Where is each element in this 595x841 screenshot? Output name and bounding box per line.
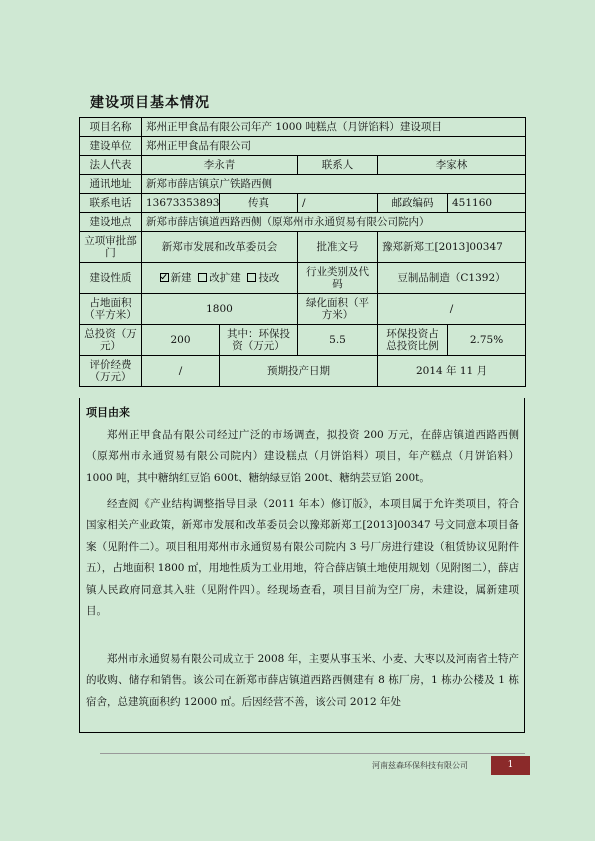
value-project-name: 郑州正甲食品有限公司年产 1000 吨糕点（月饼馅料）建设项目 <box>142 118 526 137</box>
label-location: 建设地点 <box>80 213 142 232</box>
label-nature: 建设性质 <box>80 263 142 294</box>
row-legal <box>80 156 526 175</box>
value-unit: 郑州正甲食品有限公司 <box>142 137 526 156</box>
value-invest: 200 <box>142 325 220 356</box>
label-contact: 联系人 <box>298 156 378 175</box>
row-nature <box>80 263 526 294</box>
label-doc: 批准文号 <box>298 232 378 263</box>
label-industry: 行业类别及代码 <box>298 263 378 294</box>
label-zip: 邮政编码 <box>378 194 448 213</box>
value-phone: 13673353893 <box>142 194 220 213</box>
value-legal: 李永青 <box>142 156 298 175</box>
value-contact: 李家林 <box>378 156 526 175</box>
label-address: 通讯地址 <box>80 175 142 194</box>
value-zip: 451160 <box>448 194 526 213</box>
label-ratio: 环保投资占总投资比例 <box>378 325 448 356</box>
value-green: / <box>378 294 526 325</box>
label-phone: 联系电话 <box>80 194 142 213</box>
label-area: 占地面积（平方米） <box>80 294 142 325</box>
paragraph-3: 郑州市永通贸易有限公司成立于 2008 年，主要从事玉米、小麦、大枣以及河南省土特产的收购、储存和销售。该公司在新郑市薛店镇道西路西侧建有 8 栋厂房，1 栋办公楼及 1 栋宿舍，总建筑面积约 12000 ㎡。后因经营不善，该公司 2012 年处 <box>86 653 519 708</box>
label-legal: 法人代表 <box>80 156 142 175</box>
row-eval <box>80 356 526 387</box>
section-heading: 项目由来 <box>86 406 130 419</box>
label-env-invest: 其中：环保投资（万元） <box>220 325 298 356</box>
value-doc: 豫郑新郑工[2013]00347 <box>378 232 526 263</box>
value-location: 新郑市薛店镇道西路西侧（原郑州市永通贸易有限公司院内） <box>142 213 526 232</box>
row-approval <box>80 232 526 263</box>
paragraph-1: 郑州正甲食品有限公司经过广泛的市场调查，拟投资 200 万元，在薛店镇道西路西侧（原郑州市永通贸易有限公司院内）建设糕点（月饼馅料）项目，年产糕点（月饼馅料）1000 吨，其中糖纳红豆馅 600t、糖纳绿豆馅 200t、糖纳芸豆馅 200t。 <box>86 429 519 484</box>
checkbox-tech[interactable] <box>247 273 256 282</box>
label-eval: 评价经费（万元） <box>80 356 142 387</box>
value-eval: / <box>142 356 220 387</box>
row-address <box>80 175 526 194</box>
basic-info-table <box>79 117 526 387</box>
value-fax: / <box>298 194 378 213</box>
checkbox-expand[interactable] <box>198 273 207 282</box>
project-origin-section <box>79 398 525 733</box>
opt-new-label: 新建 <box>170 272 192 284</box>
value-approval: 新郑市发展和改革委员会 <box>142 232 298 263</box>
footer-divider <box>100 753 525 754</box>
nature-options <box>142 263 298 294</box>
label-approval: 立项审批部门 <box>80 232 142 263</box>
footer-company: 河南兹森环保科技有限公司 <box>372 761 468 770</box>
label-invest: 总投资（万元） <box>80 325 142 356</box>
value-area: 1800 <box>142 294 298 325</box>
label-date: 预期投产日期 <box>220 356 378 387</box>
page-title: 建设项目基本情况 <box>90 95 210 111</box>
checkbox-new[interactable] <box>160 273 169 282</box>
paragraph-2: 经查阅《产业结构调整指导目录（2011 年本）修订版》，本项目属于允许类项目，符合国家相关产业政策，新郑市发展和改革委员会以豫郑新郑工[2013]00347 号文同意本项目备案（见附件二）。项目租用郑州市永通贸易有限公司院内 3 号厂房进行建设（租赁协议见附件五），占地面积 1800 ㎡，用地性质为工业用地，符合薛店镇土地使用规划（见附图二），薛店镇人民政府同意其入驻（见附件四）。经现场查看，项目目前为空厂房，未建设，属新建项目。 <box>86 498 519 618</box>
opt-expand-label: 改扩建 <box>209 272 241 284</box>
value-industry: 豆制品制造（C1392） <box>378 263 526 294</box>
value-date: 2014 年 11 月 <box>378 356 526 387</box>
label-project-name: 项目名称 <box>80 118 142 137</box>
label-green: 绿化面积（平方米） <box>298 294 378 325</box>
value-env-invest: 5.5 <box>298 325 378 356</box>
row-invest <box>80 325 526 356</box>
label-fax: 传真 <box>220 194 298 213</box>
row-location <box>80 213 526 232</box>
row-unit <box>80 137 526 156</box>
page-number: 1 <box>491 756 530 775</box>
value-ratio: 2.75% <box>448 325 526 356</box>
value-address: 新郑市薛店镇京广铁路西侧 <box>142 175 526 194</box>
row-area <box>80 294 526 325</box>
opt-tech-label: 技改 <box>258 272 280 284</box>
row-project-name <box>80 118 526 137</box>
label-unit: 建设单位 <box>80 137 142 156</box>
row-phone <box>80 194 526 213</box>
